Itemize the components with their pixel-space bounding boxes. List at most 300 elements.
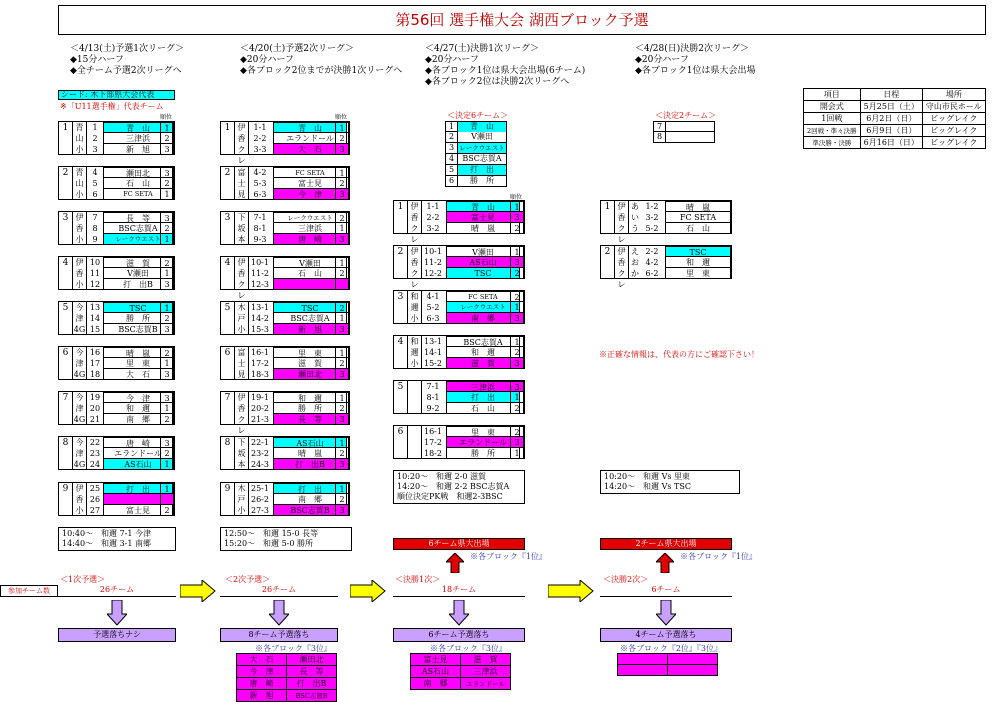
club-column	[235, 167, 249, 199]
club-char: 津	[75, 314, 84, 323]
schedule-cell: 6月16日（日）	[860, 137, 922, 149]
round3-results	[393, 470, 525, 504]
stage3-dropped-teams	[410, 653, 511, 690]
seed-number: 14-1	[424, 348, 442, 357]
seed-number: 3-3	[253, 145, 267, 154]
table-row	[87, 122, 174, 133]
rank-cell: 1	[510, 336, 524, 347]
team-name: 石 山	[446, 403, 520, 414]
table-row	[87, 302, 174, 313]
seed-number: 16-1	[251, 348, 269, 357]
club-column	[73, 302, 87, 334]
result-line: 15:20～ 和邇 5-0 勝所	[224, 539, 314, 548]
dropped-team-cell: 打 出B	[287, 678, 337, 690]
group-block	[220, 346, 350, 380]
seed-number: 26	[89, 495, 101, 504]
table-row	[422, 257, 524, 268]
table-row	[249, 223, 349, 234]
dropped-team-cell: 今 津	[237, 666, 287, 678]
club-char: クレ	[410, 269, 419, 289]
seed-number: 9	[92, 235, 98, 244]
decided-number: 4	[446, 154, 458, 164]
seed-number: 21-3	[251, 415, 269, 424]
team-name: 和 邇	[273, 392, 347, 403]
rank-cell: 3	[160, 212, 174, 223]
group-block	[58, 391, 175, 425]
club-column	[73, 257, 87, 289]
team-name: 南 郷	[103, 414, 173, 425]
team-name: 滋 賀	[446, 358, 520, 369]
table-row	[422, 268, 524, 279]
seed-number: 15-3	[251, 325, 269, 334]
table-row	[249, 178, 349, 189]
table-row	[422, 437, 524, 448]
rank-cell: 2	[160, 448, 174, 459]
seed-number: 7-1	[253, 213, 267, 222]
seed-note: シード: 木下部県大会代表	[58, 90, 175, 100]
club-column	[408, 246, 422, 289]
round4-line1: ◆20分ハーフ	[635, 55, 689, 65]
team-name: 瀬田北	[103, 167, 173, 178]
source-slot: 6-2	[645, 269, 659, 278]
yellow-arrow-icon	[548, 580, 594, 602]
team-name: 長 等	[273, 414, 347, 425]
team-name: 唐 崎	[103, 437, 173, 448]
club-char: 下	[237, 213, 246, 222]
table-row	[87, 279, 174, 290]
group-block	[393, 335, 525, 369]
table-row	[249, 167, 349, 178]
team-name: 今 津	[103, 392, 173, 403]
club-char: 小	[75, 190, 84, 199]
red-up-arrow-icon	[656, 553, 674, 573]
team-name: 滋 賀	[273, 358, 347, 369]
slot-letter: え	[631, 247, 639, 256]
rank-cell: 2	[510, 347, 524, 358]
rank-cell: 3	[160, 437, 174, 448]
table-row	[87, 212, 174, 223]
schedule-cell: 守山市民ホール	[922, 101, 985, 113]
table-row	[249, 257, 349, 268]
table-row	[422, 313, 524, 324]
club-column	[73, 392, 87, 424]
seed-number: 10-1	[424, 247, 442, 256]
club-char: 香	[75, 495, 84, 504]
group-block	[393, 245, 525, 289]
team-name: FC SETA	[273, 167, 347, 178]
schedule-header-cell: 項目	[804, 89, 861, 101]
club-column	[235, 392, 249, 435]
dropped-team-cell: 富士見	[411, 654, 461, 666]
club-column	[408, 336, 422, 368]
rank-cell: 3	[160, 279, 174, 290]
group-number: 6	[394, 426, 408, 458]
seed-number: 27-3	[251, 506, 269, 515]
group-number: 9	[221, 483, 235, 515]
participants-label: 参加チーム数	[0, 585, 58, 597]
decided-team-name: 勝 所	[470, 176, 494, 185]
team-name: 三津浜	[103, 133, 173, 144]
group-number: 1	[394, 201, 408, 233]
round2-line1: ◆20分ハーフ	[240, 55, 294, 65]
decided6-list	[445, 121, 507, 187]
decided-team-row	[445, 143, 507, 154]
result-line: 10:20～ 和邇 2-0 滋賀	[397, 472, 487, 481]
group-rows	[249, 212, 349, 245]
stage4-note: ※各ブロック『2位』『3位』	[620, 644, 723, 653]
team-name: 三津浜	[273, 223, 347, 234]
group-number: 8	[59, 437, 73, 469]
seed-number: 11-2	[251, 269, 269, 278]
team-name: 南 郷	[273, 494, 347, 505]
seed-number: 10-1	[251, 258, 269, 267]
team-name: V瀬田	[446, 246, 520, 257]
club-column	[408, 201, 422, 244]
stage1-count: 26チーム	[58, 584, 176, 597]
club-char: 今	[75, 303, 84, 312]
result-line: 10:20～ 和邇 Vs 里東	[604, 472, 691, 481]
group-rows	[249, 437, 349, 470]
seed-number: 2	[92, 134, 98, 143]
slot-letter: い	[631, 213, 639, 222]
stage2-note: ※各ブロック『3位』	[255, 644, 332, 653]
group-number: 4	[394, 336, 408, 368]
seed-number: 12	[89, 280, 101, 289]
club-column	[615, 246, 629, 289]
source-slot: 1-2	[645, 202, 659, 211]
table-row	[249, 279, 349, 290]
rank-cell: 3	[160, 392, 174, 403]
purple-down-arrow-icon	[449, 600, 469, 626]
team-name: TSC	[273, 302, 347, 313]
group-rows	[87, 347, 174, 380]
table-row	[87, 505, 174, 516]
round1-results	[58, 527, 176, 551]
result-line: 14:20～ 和邇 Vs TSC	[604, 482, 691, 491]
stage1-drop: 予選落ちナシ	[58, 628, 176, 642]
club-char: 士	[237, 359, 246, 368]
seed-number: 21	[89, 415, 101, 424]
seed-number: 12-3	[251, 280, 269, 289]
dropped-team-cell: 長 等	[287, 666, 337, 678]
group-block	[600, 200, 732, 244]
table-row	[249, 403, 349, 414]
club-char: 伊	[75, 213, 84, 222]
seed-number: 20-2	[251, 404, 269, 413]
rank-cell: 1	[160, 483, 174, 494]
group-rows	[249, 347, 349, 380]
team-name: 勝 所	[103, 313, 173, 324]
rank-cell: 2	[160, 414, 174, 425]
table-row	[87, 189, 174, 200]
club-char: 4G	[73, 325, 86, 334]
result-line: 14:20～ 和邇 2-2 BSC志賀A	[397, 482, 510, 491]
rank-cell: 2	[510, 403, 524, 414]
seed-number: 11	[89, 269, 101, 278]
yellow-arrow-icon	[180, 580, 216, 602]
rank-cell: 1	[335, 257, 349, 268]
team-name: 富士見	[446, 212, 520, 223]
table-row	[87, 167, 174, 178]
table-row	[87, 313, 174, 324]
rank-cell: 2	[335, 448, 349, 459]
group-block	[220, 436, 350, 470]
group-number: 2	[221, 167, 235, 199]
stage2-count: 26チーム	[220, 584, 338, 597]
group-number: 2	[394, 246, 408, 278]
dropped-team-cell: エランドール	[461, 678, 511, 690]
seed-number: 2-2	[253, 134, 267, 143]
rank-cell: 3	[510, 212, 524, 223]
purple-down-arrow-icon	[269, 600, 289, 626]
group-block	[220, 211, 350, 245]
group-block	[220, 166, 350, 200]
rank-cell: 3	[510, 358, 524, 369]
club-char: 下	[237, 438, 246, 447]
round4-header	[635, 44, 755, 77]
club-char: クレ	[237, 415, 246, 435]
team-name: 石 山	[273, 268, 347, 279]
team-name: 和 邇	[103, 403, 173, 414]
seed-number: 11-2	[424, 258, 442, 267]
club-char: 青	[75, 123, 84, 132]
rank-cell: 2	[510, 426, 524, 437]
club-char: 戸	[237, 314, 246, 323]
table-row	[87, 369, 174, 380]
round2-results	[220, 527, 352, 551]
schedule-header-cell: 日程	[860, 89, 922, 101]
club-column	[235, 257, 249, 300]
group-number: 8	[221, 437, 235, 469]
table-row	[422, 223, 524, 234]
team-name: TSC	[446, 268, 520, 279]
group-rows	[422, 201, 524, 234]
schedule-cell: ビッグレイク	[922, 125, 985, 137]
seed-number: 8-1	[253, 224, 267, 233]
team-name: TSC	[665, 246, 731, 257]
team-name: 今 津	[273, 189, 347, 200]
dropped-team-cell: 瀬田北	[287, 654, 337, 666]
table-row	[87, 403, 174, 414]
table-row	[87, 257, 174, 268]
club-char: 香	[237, 404, 246, 413]
rank-cell: 1	[335, 167, 349, 178]
seed-number: 3	[92, 145, 98, 154]
decided-team-name: 青 山	[458, 122, 506, 132]
club-char: 津	[75, 404, 84, 413]
group-number: 4	[59, 257, 73, 289]
table-row	[87, 459, 174, 470]
seed-number: 17-2	[424, 438, 442, 447]
team-name: 唐 崎	[273, 234, 347, 245]
team-name: FC SETA	[103, 189, 173, 200]
seed-number: 13-1	[424, 337, 442, 346]
group-block	[220, 482, 350, 516]
group-number: 3	[221, 212, 235, 244]
team-name: AS石山	[446, 257, 520, 268]
stage3-note: ※各ブロック『3位』	[430, 644, 507, 653]
table-row	[629, 212, 731, 223]
team-name: BSC志賀A	[273, 313, 347, 324]
club-char: 山	[75, 134, 84, 143]
team-name: AS石山	[273, 437, 347, 448]
decided-team-row	[445, 154, 507, 165]
rank-cell: 1	[160, 459, 174, 470]
seed-number: 5-3	[253, 179, 267, 188]
dropped-team-cell: 唐 崎	[237, 678, 287, 690]
table-row	[249, 358, 349, 369]
purple-down-arrow-icon	[107, 600, 127, 626]
club-char: クレ	[237, 280, 246, 300]
seed-number: 20	[89, 404, 101, 413]
team-name: 里 東	[446, 426, 520, 437]
club-char	[408, 381, 421, 392]
rank-cell: 2	[335, 494, 349, 505]
table-row	[422, 358, 524, 369]
group-rows	[87, 437, 174, 470]
group-rows	[249, 392, 349, 425]
group-rows	[87, 167, 174, 200]
seed-number: 7-1	[426, 382, 440, 391]
club-char	[408, 426, 421, 437]
rank-cell: 3	[510, 313, 524, 324]
dropped-team-cell: 南 郷	[411, 678, 461, 690]
schedule-cell: 1回戦	[804, 113, 861, 125]
decided2-list	[653, 121, 715, 143]
club-column	[73, 212, 87, 244]
table-row	[629, 201, 731, 212]
schedule-header-row	[804, 89, 986, 101]
round4-results	[600, 470, 740, 494]
rank-label: 順位	[160, 114, 173, 121]
club-char: 津	[75, 359, 84, 368]
group-rows	[249, 257, 349, 290]
group-rows	[249, 483, 349, 516]
seed-number: 17-2	[251, 359, 269, 368]
rank-cell: 1	[335, 347, 349, 358]
group-number: 5	[394, 381, 408, 413]
club-char: 小	[75, 145, 84, 154]
team-name: レークウエスト	[273, 212, 347, 223]
table-row	[249, 414, 349, 425]
table-row	[629, 257, 731, 268]
club-column	[73, 167, 87, 199]
result-line: 14:40～ 和邇 3-1 南郷	[62, 539, 152, 548]
table-row	[87, 268, 174, 279]
team-name: V瀬田	[103, 268, 173, 279]
club-char: 4G	[73, 370, 86, 379]
club-char: 4G	[73, 415, 86, 424]
club-char: 香	[410, 258, 419, 267]
club-column	[235, 437, 249, 469]
rank-cell: 3	[335, 505, 349, 516]
group-block	[393, 290, 525, 324]
club-char: 香	[75, 224, 84, 233]
table-row	[422, 302, 524, 313]
seed-number: 19	[89, 393, 101, 402]
team-name: レークウエスト	[103, 234, 173, 245]
table-row	[87, 414, 174, 425]
team-name: 晴 嵐	[103, 347, 173, 358]
round3-line2: ◆各ブロック1位は県大会出場(6チーム)	[425, 66, 586, 76]
table-row	[629, 246, 731, 257]
club-char: 今	[75, 393, 84, 402]
schedule-row	[804, 137, 986, 149]
club-char: 伊	[237, 258, 246, 267]
rank-cell: 3	[335, 369, 349, 380]
team-name: 晴 嵐	[665, 201, 731, 212]
table-row	[249, 459, 349, 470]
dropped-team-cell: 大 石	[237, 654, 287, 666]
table-row	[249, 437, 349, 448]
table-row	[629, 223, 731, 234]
club-char: 香	[617, 213, 626, 222]
club-char: 小	[75, 506, 84, 515]
team-name: 打 出B	[103, 279, 173, 290]
rank-cell: 1	[335, 223, 349, 234]
seed-number: 10	[89, 258, 101, 267]
group-block	[58, 482, 175, 516]
club-char: 坂	[237, 224, 246, 233]
team-name: 長 等	[103, 212, 173, 223]
rank-cell: 1	[160, 403, 174, 414]
source-slot: 3-2	[645, 213, 659, 222]
slot-letter: お	[631, 258, 639, 267]
seed-number: 15	[89, 325, 101, 334]
table-row	[422, 392, 524, 403]
table-row	[249, 133, 349, 144]
seed-number: 18-3	[251, 370, 269, 379]
table-row	[249, 324, 349, 335]
team-name: 晴 嵐	[273, 448, 347, 459]
club-char: 伊	[75, 258, 84, 267]
table-row	[87, 223, 174, 234]
club-char: 香	[237, 134, 246, 143]
round1-line1: ◆15分ハーフ	[70, 55, 124, 65]
table-row	[249, 302, 349, 313]
seed-number: 14	[89, 314, 101, 323]
team-name: 滋 賀	[103, 257, 173, 268]
rank-cell: 2	[335, 358, 349, 369]
seed-number: 8-1	[426, 393, 440, 402]
seed-number: 15-2	[424, 359, 442, 368]
rank-cell: 2	[335, 133, 349, 144]
team-name: 富士見	[273, 178, 347, 189]
group-rows	[629, 246, 731, 279]
team-name: エランドール	[103, 448, 173, 459]
team-name: BSC志賀A	[446, 336, 520, 347]
round2-title: ＜4/20(土)予選2次リーグ＞	[240, 44, 354, 54]
round2-line2: ◆各ブロック2位までが決勝1次リーグへ	[240, 66, 403, 76]
rank-cell: 3	[335, 144, 349, 155]
decided-team-name: BSC志賀A	[462, 154, 502, 163]
stage2-dropped-teams	[236, 653, 337, 702]
club-column	[235, 302, 249, 334]
table-row	[422, 403, 524, 414]
group-block	[58, 211, 175, 245]
club-char: 香	[75, 269, 84, 278]
club-char: 木	[237, 303, 246, 312]
purple-down-arrow-icon	[656, 600, 676, 626]
club-column	[408, 426, 422, 458]
schedule-cell: ビッグレイク	[922, 137, 985, 149]
club-column	[73, 122, 87, 154]
group-rows	[87, 212, 174, 245]
decided-number: 7	[654, 122, 666, 132]
table-row	[422, 426, 524, 437]
table-row	[249, 392, 349, 403]
rank-cell: 1	[335, 392, 349, 403]
